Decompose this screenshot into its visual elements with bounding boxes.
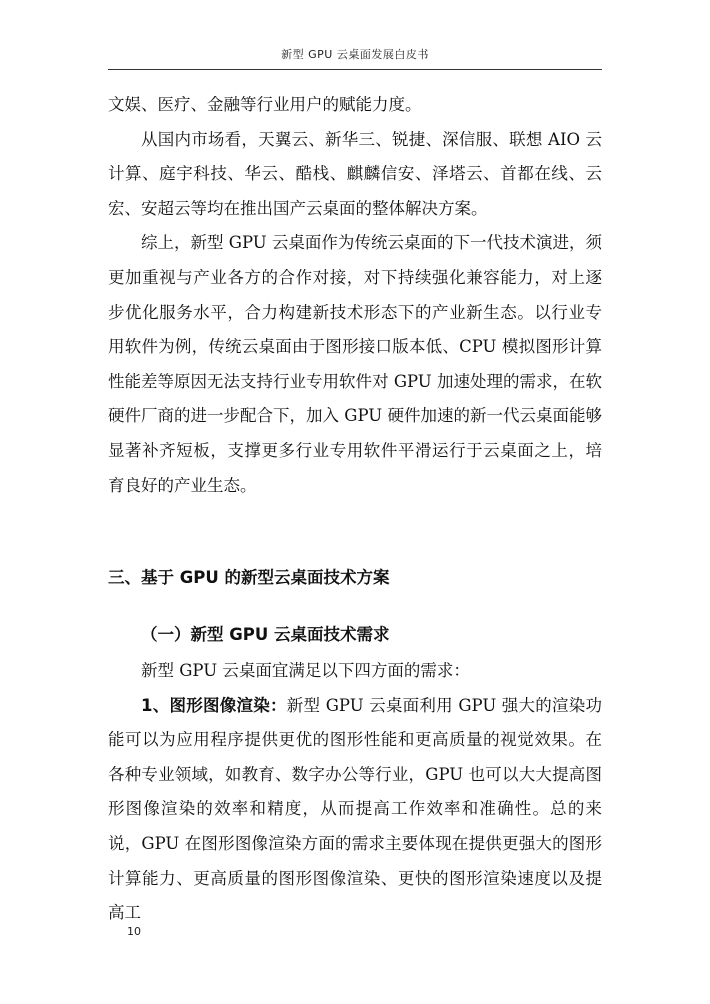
graphics-rendering-lead: 1、图形图像渲染： — [141, 695, 287, 715]
paragraph-continuation: 文娱、医疗、金融等行业用户的赋能力度。 — [108, 95, 422, 114]
page-number: 10 — [127, 925, 141, 938]
body-section-1 — [108, 88, 602, 503]
page-header-title: 新型 GPU 云桌面发展白皮书 — [281, 48, 429, 61]
body-section-2 — [108, 654, 602, 931]
header-divider — [108, 69, 602, 70]
graphics-rendering-text: 新型 GPU 云桌面利用 GPU 强大的渲染功能可以为应用程序提供更优的图形性能和更高质量的视觉效果。在各种专业领域，如教育、数字办公等行业，GPU 也可以大大提高图形图像渲染的效率和精度，从而提高工作效率和准确性。总的来说，GPU 在图形图像渲染方面的需求主要体现在提供更强大的图形计算能力、更高质量的图形图像渲染、更快的图形渲染速度以及提高工 — [108, 695, 603, 923]
paragraph-graphics-rendering — [108, 689, 602, 931]
paragraph-summary: 综上，新型 GPU 云桌面作为传统云桌面的下一代技术演进，须更加重视与产业各方的合作对接，对下持续强化兼容能力，对上逐步优化服务水平，合力构建新技术形态下的产业新生态。以行业专用软件为例，传统云桌面由于图形接口版本低、CPU 模拟图形计算性能差等原因无法支持行业专用软件对 GPU 加速处理的需求，在软硬件厂商的进一步配合下，加入 GPU 硬件加速的新一代云桌面能够显著补齐短板，支撑更多行业专用软件平滑运行于云桌面之上，培育良好的产业生态。 — [108, 233, 602, 495]
paragraph-requirements-intro: 新型 GPU 云桌面宜满足以下四方面的需求： — [141, 661, 470, 680]
section-heading: 三、基于 GPU 的新型云桌面技术方案 — [108, 568, 390, 587]
subsection-heading: （一）新型 GPU 云桌面技术需求 — [141, 625, 390, 644]
paragraph-domestic-market: 从国内市场看，天翼云、新华三、锐捷、深信服、联想 AIO 云计算、庭宇科技、华云、酷栈、麒麟信安、泽塔云、首都在线、云宏、安超云等均在推出国产云桌面的整体解决方案。 — [108, 129, 602, 218]
